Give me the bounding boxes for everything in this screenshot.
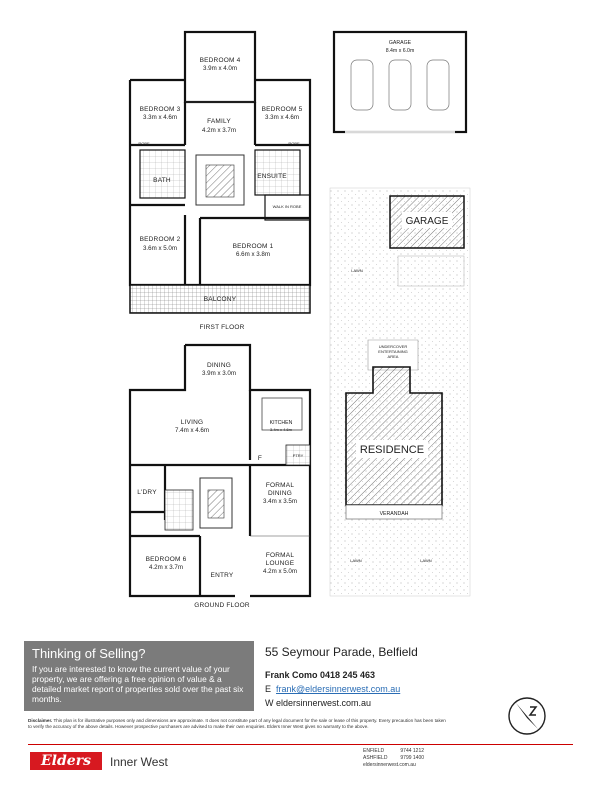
property-address: 55 Seymour Parade, Belfield xyxy=(265,645,418,659)
bedroom-1-name: BEDROOM 1 xyxy=(232,243,274,250)
undercover-label-3: AREA xyxy=(387,354,399,359)
dining-name: DINING xyxy=(207,362,231,369)
sell-text: If you are interested to know the current value of your property, we are offering a free opinion of value & a detailed market report of properties sold over the past six months. xyxy=(32,664,244,704)
thinking-of-selling-box xyxy=(24,641,254,711)
living-dim: 7.4m x 4.6m xyxy=(174,427,210,434)
bedroom-6-name: BEDROOM 6 xyxy=(145,556,187,563)
formal-dining-dim: 3.4m x 3.5m xyxy=(262,498,298,505)
bedroom-3-name: BEDROOM 3 xyxy=(139,106,181,113)
robe-right-label: ROBE xyxy=(288,141,300,146)
kitchen-dim: 3.4m x 4.6m xyxy=(269,427,293,432)
email-prefix: E xyxy=(265,684,272,694)
family-name: FAMILY xyxy=(207,118,231,125)
site-lawn-label: LAWN xyxy=(351,268,363,273)
garage-name: GARAGE xyxy=(388,40,412,46)
verandah-label: VERANDAH xyxy=(379,511,409,517)
fridge-label: F xyxy=(257,455,263,462)
undercover-label-1: UNDERCOVER xyxy=(378,344,408,349)
agent-contact: Frank Como 0418 245 463 xyxy=(265,670,376,680)
living-name: LIVING xyxy=(180,419,204,426)
formal-lounge-name: FORMAL xyxy=(265,552,295,559)
north-compass-icon xyxy=(506,695,548,737)
formal-lounge-name-2: LOUNGE xyxy=(265,560,295,567)
first-floor-plan xyxy=(130,32,310,331)
elders-logo: Elders xyxy=(30,752,102,770)
office-web: eldersinnerwest.com.au xyxy=(363,762,416,768)
entry-name: ENTRY xyxy=(210,572,234,579)
bedroom-1-dim: 6.6m x 3.8m xyxy=(235,251,271,258)
disclaimer-label: Disclaimer. xyxy=(28,718,53,723)
robe-left-label: ROBE xyxy=(138,141,150,146)
formal-dining-name: FORMAL xyxy=(265,482,295,489)
office-phone: 9799 1400 xyxy=(400,755,425,761)
family-dim: 4.2m x 3.7m xyxy=(201,127,237,134)
site-plan xyxy=(330,188,470,596)
car-icon xyxy=(389,60,411,110)
bedroom-2-dim: 3.6m x 5.0m xyxy=(142,245,178,252)
ground-floor-plan xyxy=(130,345,310,609)
bedroom-5-dim: 3.3m x 4.6m xyxy=(264,114,300,121)
site-lawn-3-label: LAWN xyxy=(420,558,432,563)
formal-lounge-dim: 4.2m x 5.0m xyxy=(262,568,298,575)
ground-floor-title: GROUND FLOOR xyxy=(194,602,250,609)
sell-title: Thinking of Selling? xyxy=(32,646,146,661)
car-icon xyxy=(351,60,373,110)
office-name: ENFIELD xyxy=(363,748,385,754)
email-link[interactable]: frank@eldersinnerwest.com.au xyxy=(276,684,401,694)
car-icon xyxy=(427,60,449,110)
bedroom-6-dim: 4.2m x 3.7m xyxy=(148,564,184,571)
brand-name: Inner West xyxy=(110,755,168,769)
bedroom-3-dim: 3.3m x 4.6m xyxy=(142,114,178,121)
balcony-name: BALCONY xyxy=(203,296,237,303)
office-list xyxy=(363,748,424,769)
office-row xyxy=(363,748,424,755)
bedroom-2-name: BEDROOM 2 xyxy=(139,236,181,243)
residence-label: RESIDENCE xyxy=(359,444,425,456)
disclaimer-text: This plan is for illustrative purposes only and dimensions are approximate. It does not constitute part of any legal document for the sale or lease of this property. Every precaution has been taken to verify the accuracy of the above details. However prospective purchasers are advised to make their own enquiries. Elders Inner West gives no warranty to the above. xyxy=(28,718,446,729)
kitchen-name: KITCHEN xyxy=(269,420,293,426)
bath-name: BATH xyxy=(153,177,171,184)
garage-plan xyxy=(334,32,466,132)
brand-divider xyxy=(28,744,573,745)
formal-dining-name-2: DINING xyxy=(268,490,292,497)
email-row xyxy=(265,684,400,694)
bedroom-4-dim: 3.9m x 4.0m xyxy=(202,65,238,72)
site-lawn-2-label: LAWN xyxy=(350,558,362,563)
office-row xyxy=(363,755,424,762)
laundry-name: L'DRY xyxy=(137,489,157,496)
disclaimer xyxy=(28,718,448,730)
ensuite-name: ENSUITE xyxy=(257,173,287,180)
office-phone: 9744 1212 xyxy=(400,748,425,754)
garage-dim: 8.4m x 6.0m xyxy=(385,48,415,54)
undercover-label-2: ENTERTAINING xyxy=(378,349,408,354)
bedroom-5-name: BEDROOM 5 xyxy=(261,106,303,113)
walk-in-robe-label: WALK IN ROBE xyxy=(272,204,302,209)
pantry-label: PTRY xyxy=(292,453,304,458)
site-garage-label: GARAGE xyxy=(405,216,449,227)
website[interactable]: W eldersinnerwest.com.au xyxy=(265,698,372,708)
first-floor-title: FIRST FLOOR xyxy=(199,324,245,331)
bedroom-4-name: BEDROOM 4 xyxy=(199,57,241,64)
office-name: ASHFIELD xyxy=(363,755,388,761)
dining-dim: 3.9m x 3.0m xyxy=(201,370,237,377)
